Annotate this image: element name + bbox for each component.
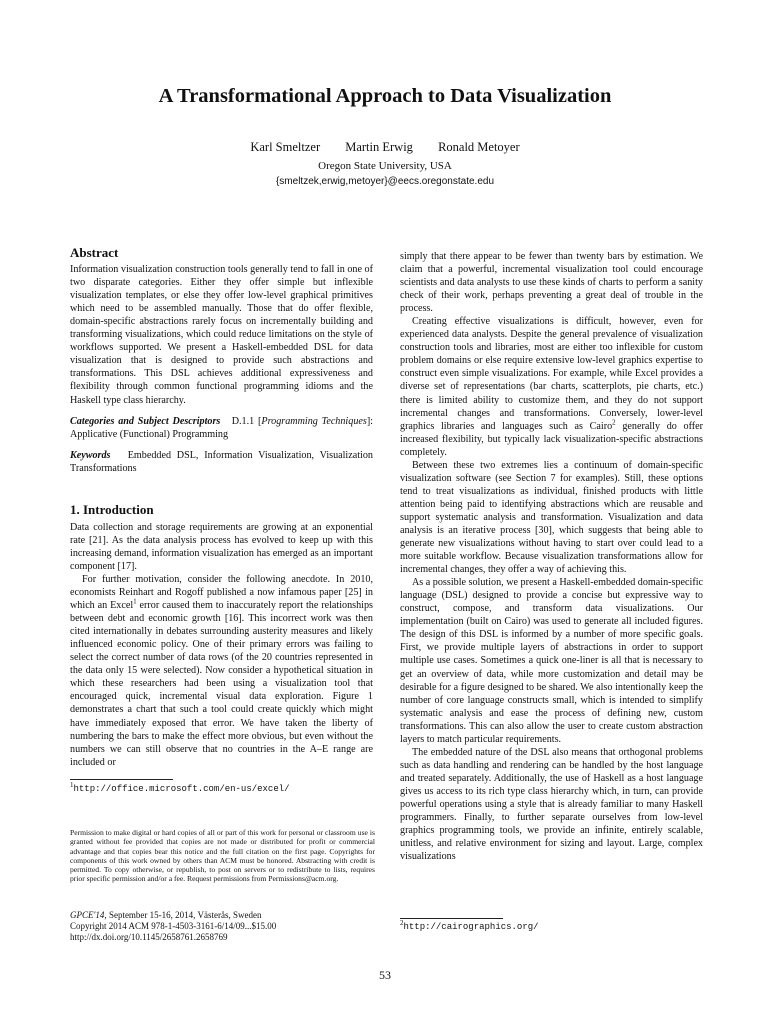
doi-link: http://dx.doi.org/10.1145/2658761.2658769 <box>70 932 228 943</box>
affiliation: Oregon State University, USA <box>318 160 452 172</box>
copyright-line: Copyright 2014 ACM 978-1-4503-3161-6/14/09...$15.00 <box>70 921 277 932</box>
page-number: 53 <box>379 968 391 982</box>
categories-code: D.1.1 [ <box>231 415 262 427</box>
paragraph: Between these two extremes lies a continuum of domain-specific visualization software (see Section 7 for examples). Still, these options tend to treat visualizations as individual, finished products with little attention being paid to identifying abstractions which are reusable and support systematic analysis and transformation. Visualization and data analysis is an iterative process [30], which suggests that being able to generate new visualizations without having to start over could lead to a more suitable workflow. Because visualization transformations allow for incremental changes, they offer a way of achieving this. <box>400 459 703 576</box>
keywords-text: Embedded DSL, Information Visualization, Visualization Transformations <box>70 449 373 474</box>
footnote-1 <box>70 780 373 796</box>
footnote-url: http://cairographics.org/ <box>403 922 539 932</box>
categories-topic: Programming Techniques <box>261 415 367 427</box>
footnote-url: http://office.microsoft.com/en-us/excel/ <box>73 783 290 794</box>
keywords-label: Keywords <box>70 449 111 461</box>
categories-label: Categories and Subject Descriptors <box>70 415 221 427</box>
author-name: Martin Erwig <box>345 140 413 154</box>
right-column <box>400 250 703 863</box>
conference-info <box>70 910 375 944</box>
conference-venue <box>70 910 375 921</box>
paragraph: As a possible solution, we present a Haskell-embedded domain-specific language (DSL) designed to provide a concise but expressive way to construct, compose, and transform data visualizations. Our implementation (built on Cairo) was used to generate all included figures. The design of this DSL is informed by a number of more specific goals. First, we provide multiple layers of abstractions in order to support multiple use cases. Sometimes a quick one-liner is all that is necessary to get an overview of data, while more customization and detail may be desirable for a figure designed to be shared. We also intentionally keep the number of core language constructs small, which is intended to simplify systematic analysis and ease the process of defining new, custom transformations. This can also allow the user to create custom abstraction layers to match particular requirements. <box>400 577 704 745</box>
permission-notice: Permission to make digital or hard copies of all or part of this work for personal or classroom use is granted without fee provided that copies are not made or distributed for profit or commercial advantage and that copies bear this notice and the full citation on the first page. Copyrights for components of this work owned by others than ACM must be honored. Abstracting with credit is permitted. To copy otherwise, or republish, to post on servers or to redistribute to lists, requires prior specific permission and/or a fee. Request permissions from Permissions@acm.org. <box>70 828 375 884</box>
author-name: Karl Smeltzer <box>250 140 321 154</box>
author-list <box>0 140 770 155</box>
author-name: Ronald Metoyer <box>438 140 520 154</box>
section-heading-introduction: 1. Introduction <box>70 501 154 517</box>
footnote-2-block <box>400 908 703 932</box>
footnote-number: 1 <box>70 780 74 789</box>
keywords <box>70 449 373 475</box>
paragraph-text: Creating effective visualizations is difficult, however, even for experienced data analysts. Despite the general prevalence of visualization construction tools and libraries, most are either too inflexible for custom problem domains or else require extensive low-level graphics expertise to construct even simple visualizations. For example, while Excel provides a diverse set of representations (bar charts, scatterplots, pie charts, etc.) there is limited ability to customize them, and they do not support incremental changes and transformations. Conversely, lower-level graphics libraries and languages such as Cairo <box>400 316 703 432</box>
paragraph-text: For further motivation, consider the following anecdote. In 2010, economists Reinhart and Rogoff published a now infamous paper [25] in which an Excel <box>70 573 373 612</box>
venue-name: GPCE'14, <box>70 910 107 920</box>
categories-descriptors <box>70 415 373 441</box>
footnote-2 <box>400 919 703 932</box>
footnote-number: 2 <box>400 919 404 927</box>
paragraph: simply that there appear to be fewer than twenty bars by estimation. We claim that a powerful, incremental visualization tool could encourage scientists and data analysts to use these kinds of charts to perform a sanity check of their work, perhaps preventing a great deal of trouble in the process. <box>400 251 703 315</box>
footnote-marker: 2 <box>612 418 616 427</box>
categories-rest: ]: Applicative (Functional) Programming <box>70 415 373 440</box>
paragraph: Data collection and storage requirements are growing at an exponential rate [21]. As the data analysis process has evolved to keep up with this increasing demand, information visualization has emerged as an important component [17]. <box>70 521 373 572</box>
venue-date: September 15-16, 2014, Västerås, Sweden <box>106 910 262 920</box>
paragraph-text: error caused them to inaccurately report the relationships between debt and economic growth [16]. This incorrect work was then cited internationally in debates surrounding austerity measures and likely influenced economic policy. One of their primary errors was failing to select the correct number of data rows (of the 20 countries represented in the data only 15 were selected). Now consider a hypothetical situation in which these researchers had been using a visualization tool that encouraged quick, incremental visual data exploration. Figure 1 demonstrates a chart that such a tool could create quickly which might have immediately exposed that error. We have taken the liberty of numbering the bars to make the effect more obvious, but even without the numbers we can still observe that no countries in the A–E range are included or <box>70 600 373 768</box>
footnote-rule <box>400 918 503 919</box>
paper-title: A Transformational Approach to Data Visualization <box>158 85 612 107</box>
paragraph-text: generally do offer increased flexibility, but typically lack visualization-specific abstractions completely. <box>400 420 703 458</box>
footnote-marker: 1 <box>133 597 137 606</box>
left-column <box>70 246 373 796</box>
footnote-rule <box>70 779 173 780</box>
abstract-text: Information visualization construction tools generally tend to fall in one of two disparate categories. Either they offer simple but inflexible visualization templates, or else they offer low-level graphical primitives which need to be assembled manually. Those that do offer flexible, domain-specific abstractions rarely focus on incrementally building and transforming visualizations, which could reduce limitations on the style of workflows supported. We present a Haskell-embedded DSL for data visualization that is designed to provide such abstractions and transformations. This DSL achieves additional expressiveness and flexibility through common functional programming idioms and the Haskell type class hierarchy. <box>70 264 373 406</box>
paragraph: The embedded nature of the DSL also means that orthogonal problems such as data handling and rendering can be handled by the host language and treated separately. Additionally, the use of Haskell as a host language gives us access to its rich type class hierarchy which, in turn, can provide powerful operations using a style that is already familiar to many Haskell programmers. Finally, to further separate ourselves from low-level graphics programming tools, we provide an infinite, entirely scalable, unitless, and relative environment for sizing and layout. Large, complex visualizations <box>400 746 703 863</box>
paragraph <box>70 573 373 769</box>
abstract-heading: Abstract <box>70 245 119 260</box>
paragraph <box>400 315 703 459</box>
author-email: {smeltzek,erwig,metoyer}@eecs.oregonstate.edu <box>275 176 495 187</box>
